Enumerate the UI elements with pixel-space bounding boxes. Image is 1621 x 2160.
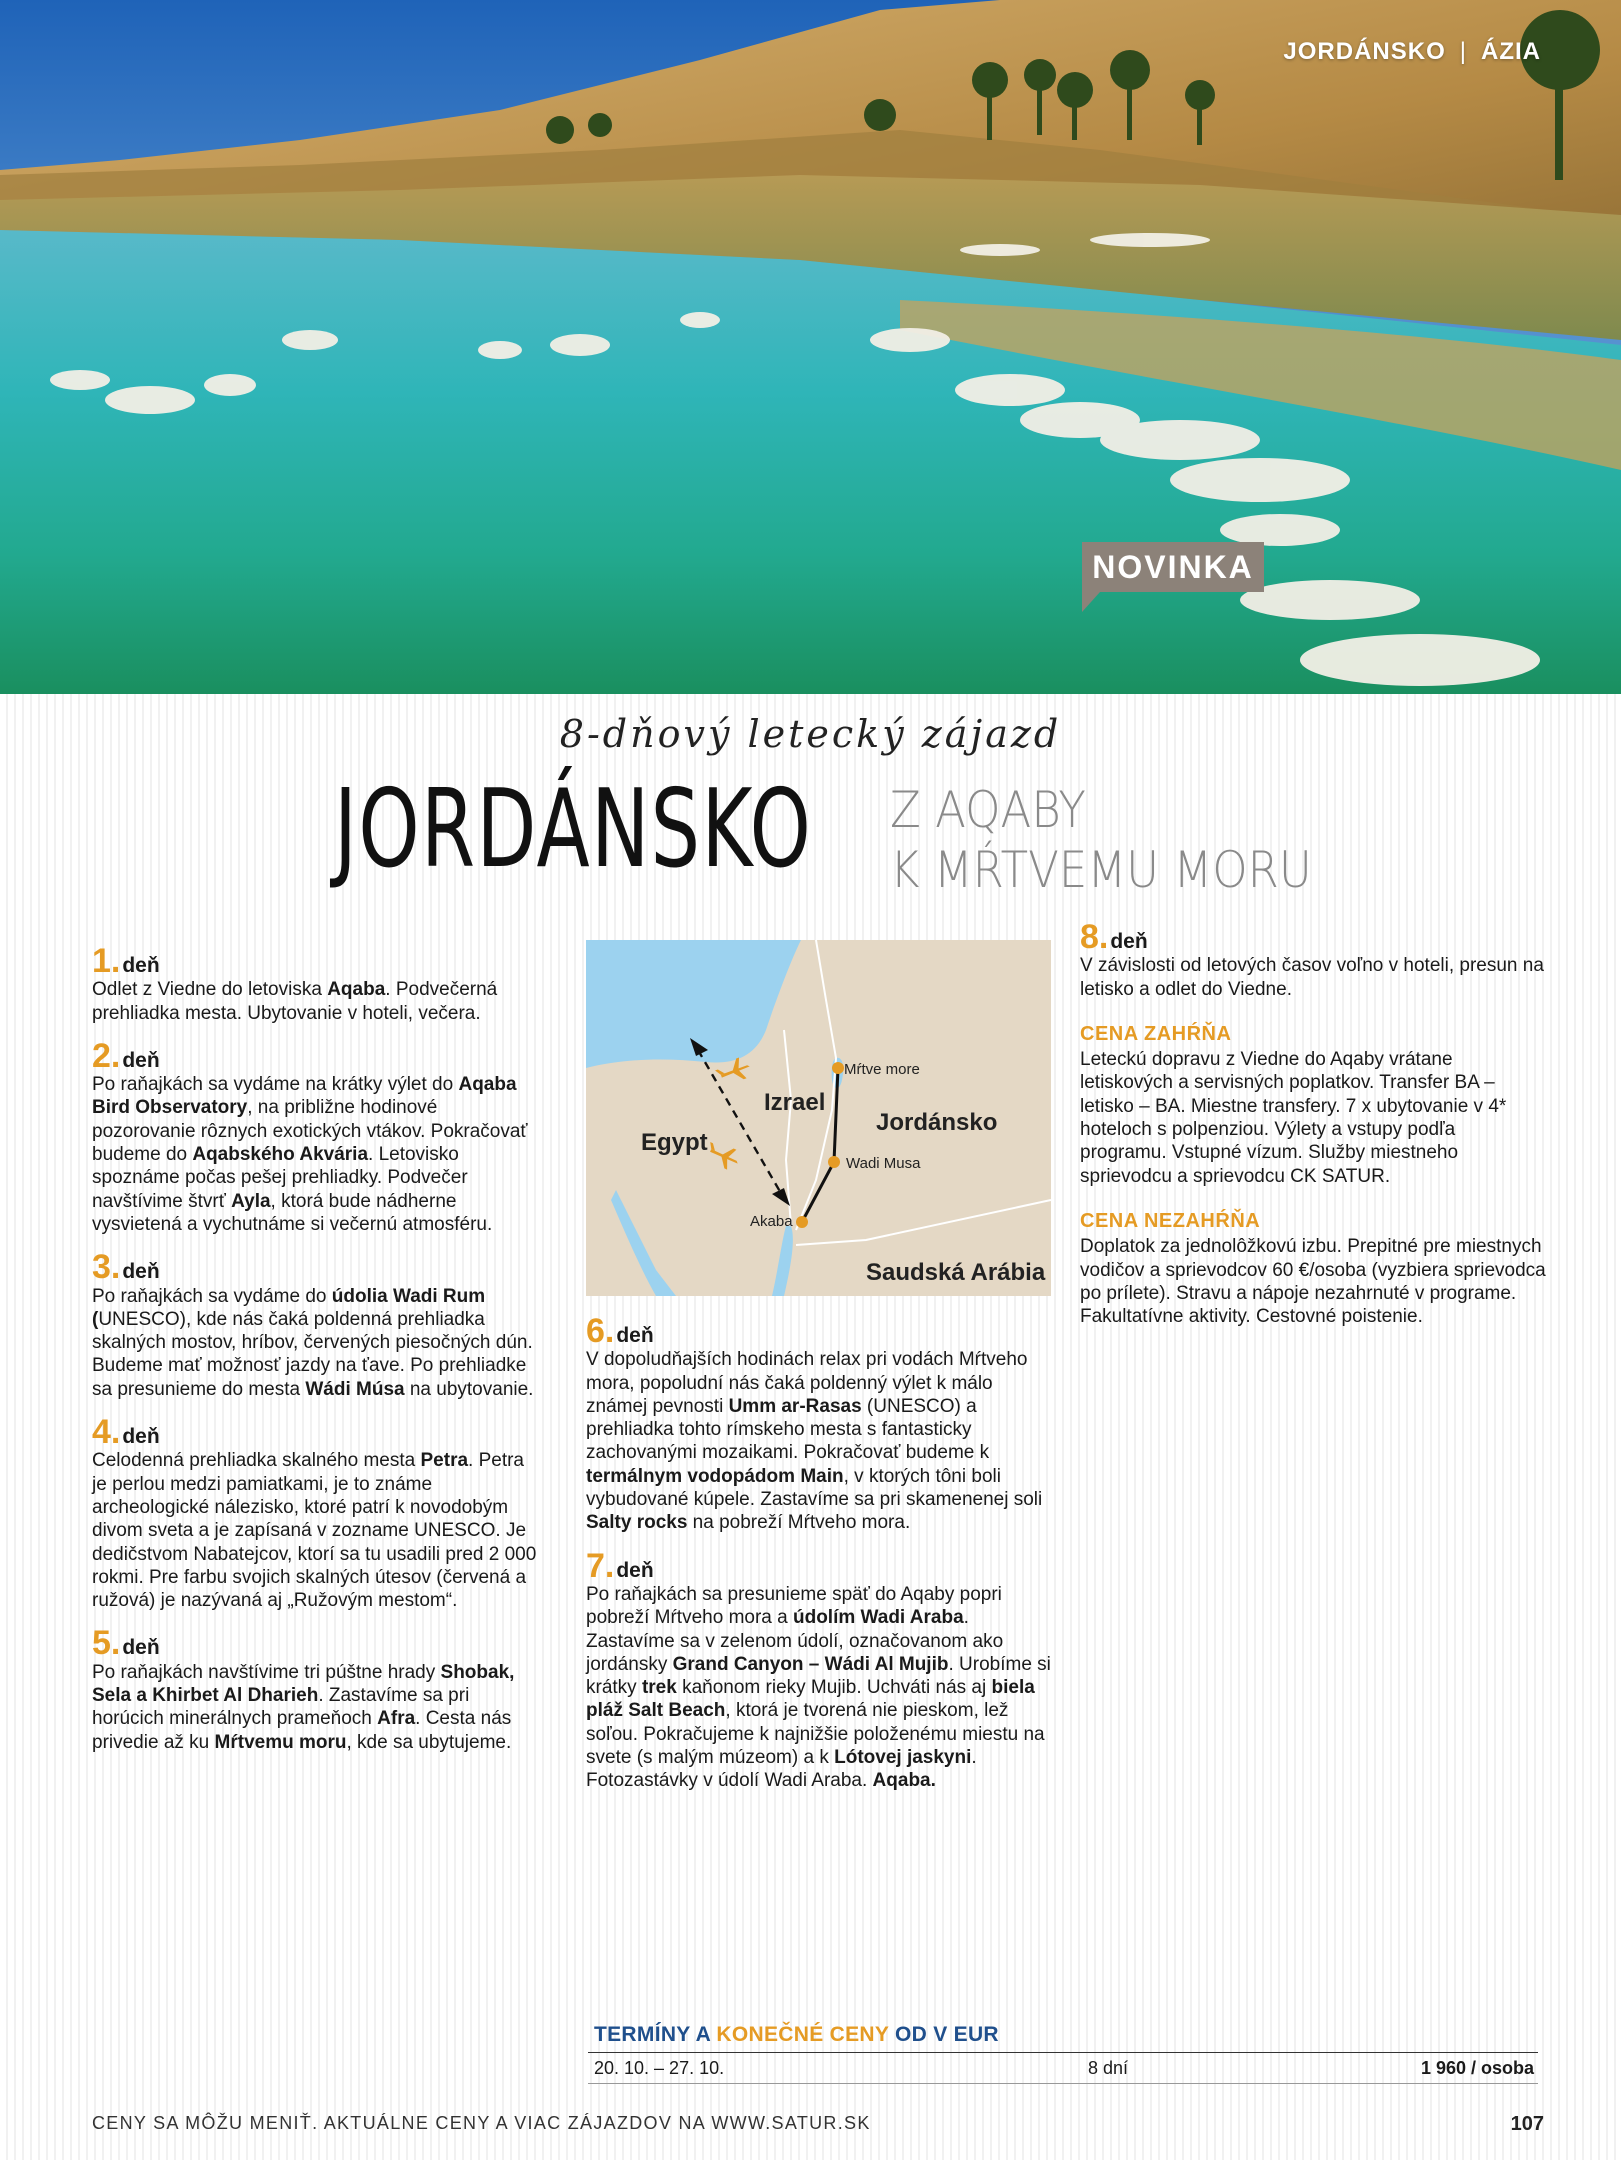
price-excluded-heading: CENA NEZAHŔŇA [1080, 1209, 1261, 1232]
day-word: deň [122, 1260, 160, 1284]
map-label-dead-sea: Mŕtve more [844, 1061, 920, 1078]
point-aqaba [796, 1216, 808, 1228]
day-8 [1080, 918, 1546, 1001]
page-title: JORDÁNSKO [334, 767, 813, 892]
price-included-heading: CENA ZAHŔŇA [1080, 1022, 1232, 1045]
footer-note: CENY SA MÔŽU MENIŤ. AKTUÁLNE CENY A VIAC ZÁJAZDOV NA WWW.SATUR.SK [92, 2113, 871, 2133]
price-included-text: Leteckú dopravu z Viedne do Aqaby vrátane letiskových a servisných poplatkov. Transfer BA – letisko – BA. Miestne transfery. 7 x ubytovanie v 4* hoteloch s polpenziou. Výlety a vstupy podľa programu. Vstupné vízum. Služby miestneho sprievodcu a sprievodcu CK SATUR. [1080, 1049, 1507, 1187]
day-number: 3. [92, 1248, 121, 1287]
day-word: deň [616, 1324, 654, 1347]
day-2 [92, 1036, 544, 1236]
day-word: deň [122, 1425, 160, 1449]
price-excluded-text: Doplatok za jednolôžkovú izbu. Prepitné pre miestnych vodičov a sprievodcov 60 €/osoba (vyzbiera sprievodca po prílete). Stravu a nápoje nezahrnuté v programe. Fakultatívne aktivity. Cestovné poistenie. [1080, 1236, 1546, 1328]
day-5 [92, 1624, 544, 1753]
trip-subtitle: 8-dňový letecký zájazd [559, 712, 1062, 756]
map-label-wadi-musa: Wadi Musa [846, 1155, 921, 1172]
route-map [586, 940, 1051, 1296]
price-value: 1 960 / osoba [1420, 2058, 1534, 2078]
day-number: 8. [1080, 918, 1109, 956]
day-number: 4. [92, 1413, 121, 1452]
day-number: 7. [586, 1546, 615, 1585]
day-number: 1. [92, 942, 121, 980]
day-number: 6. [586, 1312, 615, 1350]
map-label-jordan: Jordánsko [876, 1109, 998, 1136]
badge-tail [1082, 592, 1100, 612]
page-number: 107 [1510, 2113, 1544, 2135]
breadcrumb-country: JORDÁNSKO [1283, 38, 1446, 65]
day-text: Odlet z Viedne do letoviska Aqaba. Podvečerná prehliadka mesta. Ubytovanie v hoteli, večera. [92, 979, 498, 1024]
price-table-heading: TERMÍNY A KONEČNÉ CENY OD V EUR [594, 2023, 999, 2046]
breadcrumb-separator: | [1459, 38, 1467, 65]
day-word: deň [122, 1048, 160, 1072]
point-wadi-musa [828, 1156, 840, 1168]
day-word: deň [1110, 930, 1148, 953]
day-word: deň [616, 1558, 654, 1582]
day-4 [92, 1413, 544, 1612]
day-word: deň [122, 1636, 160, 1660]
map-label-saudi: Saudská Arábia [866, 1259, 1046, 1286]
hero-photo [0, 0, 1621, 694]
day-text: Po raňajkách sa presunieme späť do Aqaby popri pobreží Mŕtveho mora a údolím Wadi Araba. Zastavíme sa v zelenom údolí, označovanom ako jordánsky Grand Canyon – Wádi Al Mujib. Urobíme si krátky trek kaňonom rieky Mujib. Uchváti nás aj biela pláž Salt Beach, ktorá je tvorená nie pieskom, lež soľou. Pokračujeme k najnižšie položenému miestu na svete (s malým múzeom) a k Lótovej jaskyni. Fotozastávky v údolí Wadi Araba. Aqaba. [586, 1583, 1051, 1792]
day-text: Po raňajkách sa vydáme na krátky výlet do Aqaba Bird Observatory, na približne hodinové pozorovanie rôznych exotických vtákov. Pokračovať budeme do Aqabského Akvária. Letovisko spoznáme počas pešej prehliadky. Podvečer navštívime štvrť Ayla, ktorá bude nádherne vysvietená a vychutnáme si večernú atmosféru. [92, 1074, 528, 1235]
day-word: deň [122, 954, 160, 977]
day-number: 2. [92, 1036, 121, 1075]
title-side-line2: K MŔTVEMU MORU [890, 841, 1312, 899]
day-text: Po raňajkách navštívime tri púštne hrady Shobak, Sela a Khirbet Al Dharieh. Zastavíme sa pri horúcich minerálnych prameňoch Afra. Cesta nás privedie až ku Mŕtvemu moru, kde sa ubytujeme. [92, 1661, 515, 1753]
breadcrumb-continent: ÁZIA [1481, 38, 1541, 65]
day-text: V dopoludňajších hodinách relax pri vodách Mŕtveho mora, popoludní nás čaká poldenný výlet k málo známej pevnosti Umm ar-Rasas (UNESCO) a prehliadka tohto rímskeho mesta s fantasticky zachovanými mozaikami. Pokračovať budeme k termálnym vodopádom Main, v ktorých tôni boli vybudované kúpele. Zastavíme sa pri skamenenej soli Salty rocks na pobreží Mŕtveho mora. [586, 1349, 1043, 1534]
day-7 [586, 1546, 1052, 1793]
title-side-line1: Z AQABY [890, 781, 1086, 839]
day-number: 5. [92, 1624, 121, 1663]
column-left [92, 942, 544, 1770]
point-dead-sea [832, 1062, 844, 1074]
table-row [588, 2052, 1538, 2084]
price-dates: 20. 10. – 27. 10. [594, 2058, 725, 2078]
day-text: Celodenná prehliadka skalného mesta Petra. Petra je perlou medzi pamiatkami, je to známe archeologické nálezisko, ktoré patrí k novodobým divom sveta a je zapísaná v zozname UNESCO. Je dedičstvom Nabatejcov, ktorí sa tu usadili pred 2 000 rokmi. Pre farbu svojich skalných útesov (červená a ružová) je nazývaná aj „Ružovým mestom“. [92, 1450, 537, 1612]
day-6 [586, 1312, 1052, 1535]
day-1 [92, 942, 544, 1025]
dead-sea-landscape-image [0, 0, 1621, 694]
new-badge: NOVINKA [1082, 542, 1264, 592]
day-text: Po raňajkách sa vydáme do údolia Wadi Rum (UNESCO), kde nás čaká poldenná prehliadka skalných mostov, hríbov, červených piesočných dún. Budeme mať možnosť jazdy na ťave. Po prehliadke sa presunieme do mesta Wádi Músa na ubytovanie. [92, 1285, 534, 1400]
map-label-egypt: Egypt [641, 1129, 708, 1156]
map-label-aqaba: Akaba [750, 1213, 793, 1230]
breadcrumb [1283, 38, 1541, 66]
column-middle [586, 1312, 1052, 1809]
price-length: 8 dní [1088, 2058, 1129, 2078]
title-side [890, 780, 1359, 900]
map-label-israel: Izrael [764, 1089, 826, 1116]
column-right [1080, 918, 1546, 1328]
day-3 [92, 1248, 544, 1401]
day-text: V závislosti od letových časov voľno v hoteli, presun na letisko a odlet do Viedne. [1080, 955, 1544, 1000]
